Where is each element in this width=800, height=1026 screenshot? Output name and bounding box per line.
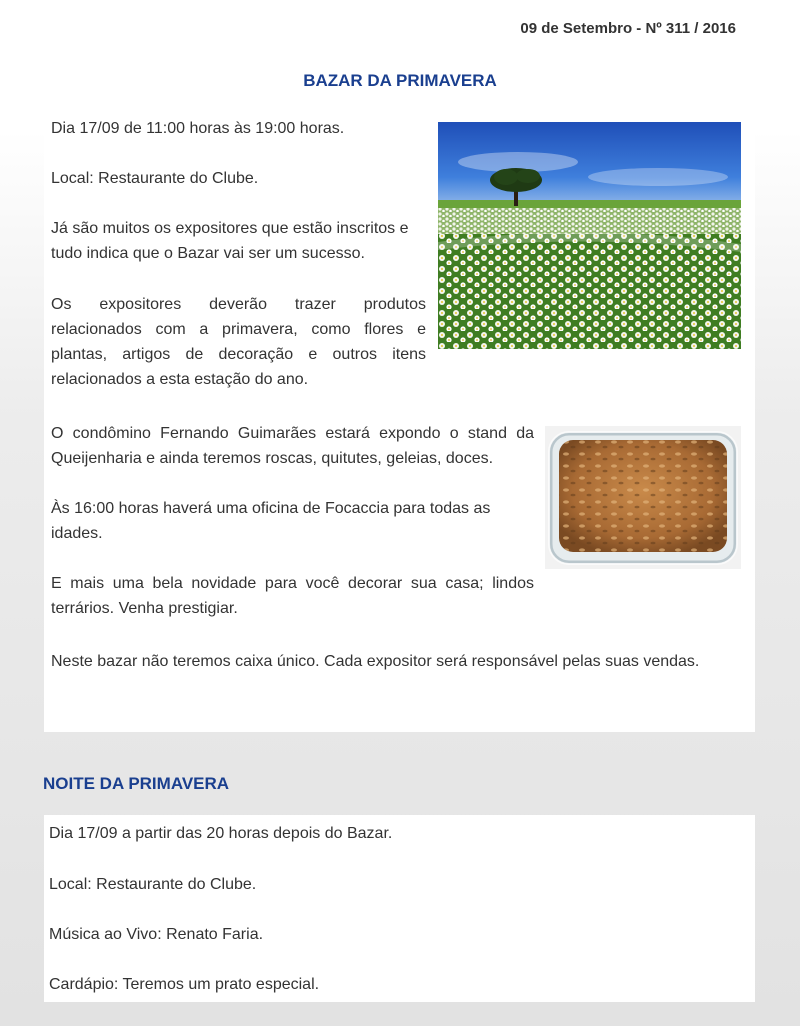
focaccia-image — [545, 426, 741, 569]
bazar-paragraph-expositores: Já são muitos os expositores que estão inscritos e tudo indica que o Bazar vai ser um sucesso. — [51, 220, 409, 262]
section-title-noite: NOITE DA PRIMAVERA — [43, 774, 230, 793]
noite-paragraph-location: Local: Restaurante do Clube. — [49, 876, 257, 893]
noite-paragraph-music: Música ao Vivo: Renato Faria. — [49, 926, 264, 943]
section-title-bazar: BAZAR DA PRIMAVERA — [303, 71, 497, 90]
bazar-paragraph-produtos: Os expositores deverão trazer produtos relacionados com a primavera, como flores e plantas, artigos de decoração e outros itens relacionados a esta estação do ano. — [51, 296, 426, 388]
issue-date: 09 de Setembro - Nº 311 / 2016 — [520, 20, 736, 37]
noite-paragraph-menu: Cardápio: Teremos um prato especial. — [49, 976, 320, 993]
bazar-paragraph-queijenharia: O condômino Fernando Guimarães estará expondo o stand da Queijenharia e ainda teremos roscas, quitutes, geleias, doces. — [51, 425, 534, 467]
bazar-paragraph-terrarios: E mais uma bela novidade para você decorar sua casa; lindos terrários. Venha prestigiar. — [51, 575, 534, 617]
bazar-paragraph-date: Dia 17/09 de 11:00 horas às 19:00 horas. — [51, 120, 345, 137]
bazar-paragraph-oficina: Às 16:00 horas haverá uma oficina de Focaccia para todas as idades. — [51, 500, 491, 542]
noite-paragraph-date: Dia 17/09 a partir das 20 horas depois do Bazar. — [49, 825, 393, 842]
bazar-paragraph-caixa: Neste bazar não teremos caixa único. Cada expositor será responsável pelas suas vendas. — [51, 653, 700, 670]
bazar-content-panel — [44, 106, 755, 732]
bazar-paragraph-location: Local: Restaurante do Clube. — [51, 170, 259, 187]
noite-content-panel — [44, 815, 755, 1002]
meadow-flowers-image — [438, 122, 741, 349]
